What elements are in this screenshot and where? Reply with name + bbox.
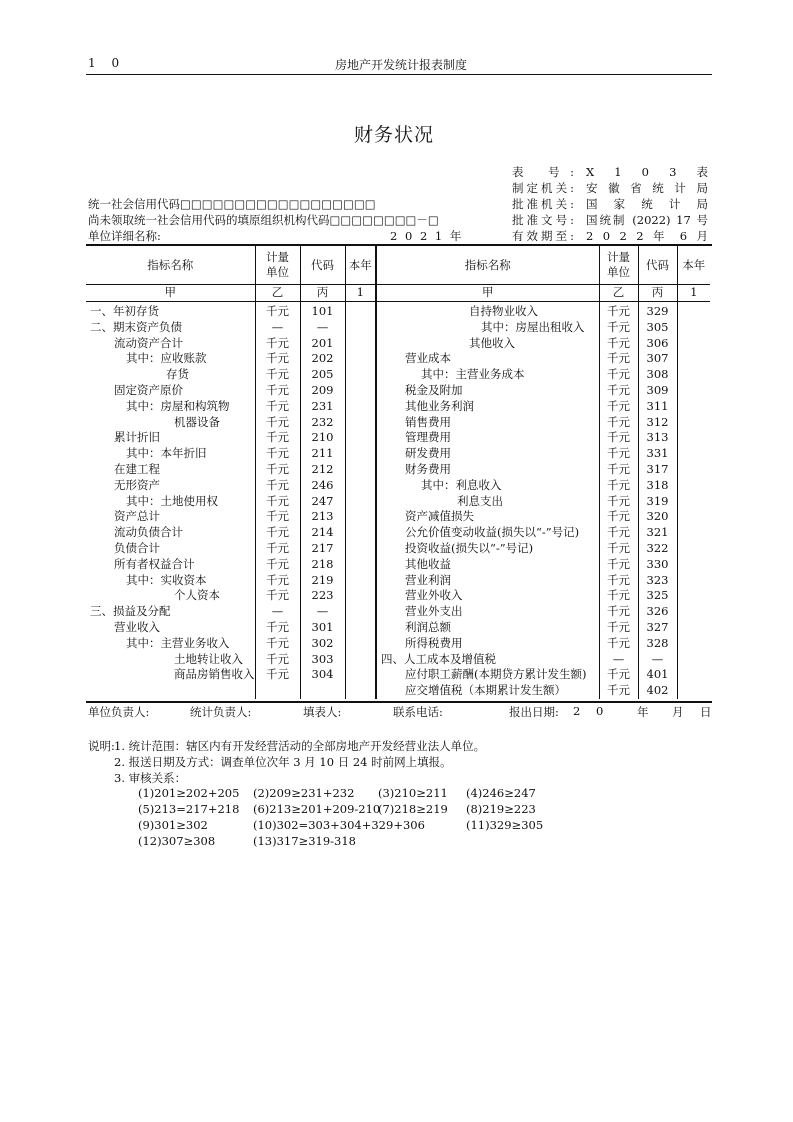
- unit-right: 千元: [599, 446, 638, 462]
- code-left: 211: [300, 446, 345, 462]
- unit-right: 千元: [599, 620, 638, 636]
- header-unit-line1: 计量: [266, 250, 289, 264]
- subheader-cell: 1: [677, 285, 710, 302]
- unit-left: 千元: [255, 588, 300, 604]
- code-right: 330: [638, 557, 677, 573]
- report-date-month: 月: [672, 705, 684, 719]
- report-date-day: 日: [700, 705, 712, 719]
- note-item: 2. 报送日期及方式：调查单位次年 3 月 10 日 24 时前网上填报。: [114, 755, 452, 769]
- table-row: [86, 683, 710, 699]
- value-right[interactable]: [677, 383, 710, 399]
- issuer-value: 安 徽 省 统 计 局: [586, 181, 708, 195]
- value-left[interactable]: [345, 667, 376, 683]
- code-left: [300, 683, 345, 699]
- unit-right: 千元: [599, 494, 638, 510]
- audit-relation: (6)213≥201+209-210: [253, 802, 381, 816]
- value-left[interactable]: [345, 430, 376, 446]
- value-left[interactable]: [345, 557, 376, 573]
- unit-right: 千元: [599, 525, 638, 541]
- audit-relation: (13)317≥319-318: [253, 834, 356, 848]
- approver-label: 批准机关:: [512, 197, 574, 211]
- code-left: —: [300, 320, 345, 336]
- row-label-left: 一、年初存货: [90, 304, 159, 318]
- value-right[interactable]: [677, 430, 710, 446]
- row-label-left: 三、损益及分配: [90, 604, 171, 619]
- form-number-value: X 1 0 3 表: [586, 165, 708, 179]
- row-label-left: 商品房销售收入: [174, 667, 255, 682]
- code-right: 325: [638, 588, 677, 604]
- value-left[interactable]: [345, 525, 376, 541]
- row-label-right: 应交增值税（本期累计发生额）: [376, 683, 599, 699]
- code-left: 232: [300, 415, 345, 431]
- audit-relation: (10)302=303+304+329+306: [253, 818, 425, 832]
- code-right: 320: [638, 509, 677, 525]
- value-left[interactable]: [345, 620, 376, 636]
- value-right[interactable]: [677, 652, 710, 668]
- value-left[interactable]: [345, 302, 376, 320]
- code-right: 311: [638, 399, 677, 415]
- unit-right: 千元: [599, 604, 638, 620]
- row-label-right: 管理费用: [376, 430, 599, 446]
- row-label-left: 固定资产原价: [114, 382, 183, 397]
- col-header-unit-left: [255, 246, 300, 285]
- row-label-left: 其中：主营业务收入: [126, 635, 230, 650]
- code-left: 213: [300, 509, 345, 525]
- audit-relation: (1)201≥202+205: [138, 786, 240, 800]
- header-rule: [86, 74, 712, 75]
- unit-left: 千元: [255, 367, 300, 383]
- header-unit-line2: 单位: [607, 265, 630, 279]
- unit-name-label: 单位详细名称:: [88, 229, 161, 243]
- unit-left: [255, 683, 300, 699]
- unit-right: —: [599, 652, 638, 668]
- value-left[interactable]: [345, 446, 376, 462]
- unit-right: 千元: [599, 399, 638, 415]
- unit-right: 千元: [599, 667, 638, 683]
- unit-left: 千元: [255, 302, 300, 320]
- value-left[interactable]: [345, 367, 376, 383]
- unit-right: 千元: [599, 336, 638, 352]
- unit-left: 千元: [255, 557, 300, 573]
- value-right[interactable]: [677, 636, 710, 652]
- col-header-code-left: 代码: [300, 246, 345, 285]
- value-left[interactable]: [345, 399, 376, 415]
- value-left[interactable]: [345, 336, 376, 352]
- value-right[interactable]: [677, 478, 710, 494]
- value-right[interactable]: [677, 588, 710, 604]
- value-left[interactable]: [345, 636, 376, 652]
- header-unit-line1: 计量: [607, 250, 630, 264]
- code-right: 322: [638, 541, 677, 557]
- code-left: 219: [300, 573, 345, 589]
- value-right[interactable]: [677, 336, 710, 352]
- code-right: 307: [638, 351, 677, 367]
- code-left: 209: [300, 383, 345, 399]
- code-left: 223: [300, 588, 345, 604]
- row-label-left: 存货: [166, 367, 189, 382]
- col-header-unit-right: [599, 246, 638, 285]
- code-right: 328: [638, 636, 677, 652]
- row-label-right: 营业外收入: [376, 588, 599, 604]
- code-left: 247: [300, 494, 345, 510]
- unit-right: 千元: [599, 302, 638, 320]
- row-label-left: 资产总计: [114, 509, 160, 524]
- table-row: [86, 367, 710, 383]
- table-row: [86, 478, 710, 494]
- value-right[interactable]: [677, 620, 710, 636]
- subheader-cell: 乙: [599, 285, 638, 302]
- report-date-label: 报出日期:: [509, 705, 559, 719]
- report-date-year: 年: [637, 705, 649, 719]
- value-right[interactable]: [677, 415, 710, 431]
- signature-line: [88, 704, 712, 718]
- unit-right: 千元: [599, 557, 638, 573]
- unit-right: 千元: [599, 367, 638, 383]
- row-label-right: 所得税费用: [376, 636, 599, 652]
- row-label-right: 研发费用: [376, 446, 599, 462]
- code-right: 319: [638, 494, 677, 510]
- row-label-left: 在建工程: [114, 461, 160, 476]
- code-left: —: [300, 604, 345, 620]
- row-label-right: 其中：利息收入: [376, 478, 599, 494]
- unit-left: —: [255, 320, 300, 336]
- row-label-right: 财务费用: [376, 462, 599, 478]
- audit-relation: (4)246≥247: [466, 786, 536, 800]
- financial-status-table: [86, 246, 710, 699]
- header-unit-line2: 单位: [266, 265, 289, 279]
- code-right: 317: [638, 462, 677, 478]
- unit-left: 千元: [255, 573, 300, 589]
- table-row: [86, 320, 710, 336]
- subheader-cell: 甲: [86, 285, 255, 302]
- code-right: 401: [638, 667, 677, 683]
- table-row: [86, 667, 710, 683]
- code-right: 309: [638, 383, 677, 399]
- code-right: 331: [638, 446, 677, 462]
- page-title: 财务状况: [354, 124, 435, 146]
- audit-relation: (3)210≥211: [378, 786, 448, 800]
- value-left[interactable]: [345, 462, 376, 478]
- value-left[interactable]: [345, 320, 376, 336]
- row-label-left: 流动负债合计: [114, 525, 183, 540]
- table-row: [86, 509, 710, 525]
- unit-right: 千元: [599, 541, 638, 557]
- audit-relation: (9)301≥302: [138, 818, 208, 832]
- code-right: 308: [638, 367, 677, 383]
- table-row: [86, 383, 710, 399]
- unit-right: 千元: [599, 573, 638, 589]
- unit-right: 千元: [599, 683, 638, 699]
- code-left: 217: [300, 541, 345, 557]
- value-left[interactable]: [345, 573, 376, 589]
- unit-left: 千元: [255, 509, 300, 525]
- row-label-left: 营业收入: [114, 619, 160, 634]
- unit-left: 千元: [255, 462, 300, 478]
- value-left[interactable]: [345, 541, 376, 557]
- code-right: 321: [638, 525, 677, 541]
- unit-left: —: [255, 604, 300, 620]
- unit-head-label: 单位负责人:: [88, 705, 150, 719]
- audit-relation: (11)329≥305: [466, 818, 544, 832]
- unit-right: 千元: [599, 415, 638, 431]
- value-left[interactable]: [345, 478, 376, 494]
- row-label-right: 其中：主营业务成本: [376, 367, 599, 383]
- unit-left: 千元: [255, 351, 300, 367]
- table-header-row: [86, 246, 710, 285]
- row-label-right: 其中：房屋出租收入: [376, 320, 599, 336]
- audit-relation: (2)209≥231+232: [253, 786, 355, 800]
- table-row: [86, 652, 710, 668]
- subheader-cell: 乙: [255, 285, 300, 302]
- unit-right: 千元: [599, 509, 638, 525]
- row-label-right: 资产减值损失: [376, 509, 599, 525]
- value-right[interactable]: [677, 557, 710, 573]
- table-bottom-rule: [86, 701, 712, 703]
- value-right[interactable]: [677, 399, 710, 415]
- audit-relation: (5)213=217+218: [138, 802, 240, 816]
- value-left[interactable]: [345, 383, 376, 399]
- audit-relation: (12)307≥308: [138, 834, 216, 848]
- document-title: 房地产开发统计报表制度: [335, 58, 468, 72]
- col-header-year-right: 本年: [677, 246, 710, 285]
- unit-right: 千元: [599, 478, 638, 494]
- unit-right: 千元: [599, 462, 638, 478]
- unit-left: 千元: [255, 446, 300, 462]
- unit-right: 千元: [599, 636, 638, 652]
- subheader-cell: 丙: [300, 285, 345, 302]
- code-right: —: [638, 652, 677, 668]
- row-label-left: 流动资产合计: [114, 335, 183, 350]
- code-right: 306: [638, 336, 677, 352]
- page-number: 1 0: [88, 56, 126, 70]
- unit-right: 千元: [599, 320, 638, 336]
- approval-number-value: 国统制 (2022) 17 号: [586, 213, 708, 227]
- value-left[interactable]: [345, 351, 376, 367]
- notes-label: 说明:: [88, 739, 115, 753]
- form-number-label: 表 号:: [512, 165, 574, 179]
- note-item: 3. 审核关系：: [114, 771, 187, 785]
- code-left: 246: [300, 478, 345, 494]
- table-row: [86, 525, 710, 541]
- unit-left: 千元: [255, 478, 300, 494]
- row-label-right: 其他收入: [376, 336, 599, 352]
- note-item: 1. 统计范围：辖区内有开发经营活动的全部房地产开发经营业法人单位。: [114, 739, 486, 753]
- audit-relation: (7)218≥219: [378, 802, 448, 816]
- table-subheader-row: [86, 285, 710, 302]
- table-row: [86, 588, 710, 604]
- row-label-right: 营业利润: [376, 573, 599, 589]
- table-body: [86, 302, 710, 699]
- row-label-right: 营业外支出: [376, 604, 599, 620]
- unit-left: 千元: [255, 336, 300, 352]
- approval-number-label: 批准文号:: [512, 213, 574, 227]
- unit-left: 千元: [255, 620, 300, 636]
- unit-left: 千元: [255, 494, 300, 510]
- code-right: 318: [638, 478, 677, 494]
- approver-value: 国 家 统 计 局: [586, 197, 708, 211]
- table-row: [86, 446, 710, 462]
- table-row: [86, 494, 710, 510]
- value-right[interactable]: [677, 462, 710, 478]
- filler-label: 填表人:: [303, 705, 342, 719]
- value-right[interactable]: [677, 525, 710, 541]
- row-label-right: 投资收益(损失以“-”号记): [376, 541, 599, 557]
- row-label-right: 利润总额: [376, 620, 599, 636]
- org-code-field: 尚未领取统一社会信用代码的填原组织机构代码□□□□□□□□－□: [88, 213, 439, 227]
- row-label-right: 利息支出: [376, 494, 599, 510]
- value-left[interactable]: [345, 588, 376, 604]
- code-left: 214: [300, 525, 345, 541]
- code-right: 402: [638, 683, 677, 699]
- code-left: 303: [300, 652, 345, 668]
- row-label-right: 应付职工薪酬(本期贷方累计发生额): [376, 667, 599, 683]
- value-right[interactable]: [677, 494, 710, 510]
- row-label-right: 四、人工成本及增值税: [376, 652, 599, 668]
- row-label-right: 税金及附加: [376, 383, 599, 399]
- code-left: 101: [300, 302, 345, 320]
- code-left: 202: [300, 351, 345, 367]
- code-right: 305: [638, 320, 677, 336]
- issuer-label: 制定机关:: [512, 181, 574, 195]
- unit-left: 千元: [255, 415, 300, 431]
- audit-relation: (8)219≥223: [466, 802, 536, 816]
- unit-left: 千元: [255, 667, 300, 683]
- row-label-left: 所有者权益合计: [114, 556, 195, 571]
- value-right[interactable]: [677, 604, 710, 620]
- row-label-left: [86, 683, 255, 699]
- code-right: 323: [638, 573, 677, 589]
- stat-head-label: 统计负责人:: [190, 705, 252, 719]
- value-right[interactable]: [677, 446, 710, 462]
- report-date-year-prefix: 2 0: [573, 704, 610, 718]
- unit-right: 千元: [599, 588, 638, 604]
- row-label-left: 其中：土地使用权: [126, 493, 218, 508]
- value-right[interactable]: [677, 509, 710, 525]
- unit-left: 千元: [255, 541, 300, 557]
- valid-until-value: 2 0 2 2 年 6 月: [586, 229, 708, 243]
- table-row: [86, 351, 710, 367]
- col-header-name-left: 指标名称: [86, 246, 255, 285]
- row-label-right: 自持物业收入: [376, 302, 599, 320]
- value-right[interactable]: [677, 351, 710, 367]
- code-left: 201: [300, 336, 345, 352]
- row-label-right: 其他业务利润: [376, 399, 599, 415]
- value-left[interactable]: [345, 683, 376, 699]
- row-label-left: 个人资本: [174, 588, 220, 603]
- code-right: 326: [638, 604, 677, 620]
- code-left: 301: [300, 620, 345, 636]
- table-row: [86, 415, 710, 431]
- unit-right: 千元: [599, 383, 638, 399]
- row-label-left: 其中：应收账款: [126, 351, 207, 366]
- table-row: [86, 462, 710, 478]
- code-right: 329: [638, 302, 677, 320]
- phone-label: 联系电话:: [393, 705, 443, 719]
- value-left[interactable]: [345, 604, 376, 620]
- row-label-right: 营业成本: [376, 351, 599, 367]
- report-year: 2 0 2 1 年: [390, 229, 464, 243]
- unit-right: 千元: [599, 351, 638, 367]
- code-left: 210: [300, 430, 345, 446]
- row-label-left: 二、期末资产负债: [90, 319, 182, 334]
- value-right[interactable]: [677, 541, 710, 557]
- code-left: 218: [300, 557, 345, 573]
- credit-code-field: 统一社会信用代码□□□□□□□□□□□□□□□□□□: [88, 197, 376, 211]
- table-row: [86, 636, 710, 652]
- col-header-name-right: 指标名称: [376, 246, 599, 285]
- code-left: 231: [300, 399, 345, 415]
- code-left: 302: [300, 636, 345, 652]
- value-left[interactable]: [345, 509, 376, 525]
- value-right[interactable]: [677, 302, 710, 320]
- unit-left: 千元: [255, 525, 300, 541]
- row-label-left: 累计折旧: [114, 430, 160, 445]
- value-right[interactable]: [677, 683, 710, 699]
- row-label-right: 其他收益: [376, 557, 599, 573]
- unit-left: 千元: [255, 383, 300, 399]
- table-row: [86, 336, 710, 352]
- row-label-left: 其中：实收资本: [126, 572, 207, 587]
- valid-until-label: 有效期至:: [512, 229, 574, 243]
- code-left: 205: [300, 367, 345, 383]
- unit-left: 千元: [255, 636, 300, 652]
- subheader-cell: 甲: [376, 285, 599, 302]
- row-label-left: 负债合计: [114, 540, 160, 555]
- col-header-code-right: 代码: [638, 246, 677, 285]
- subheader-cell: 丙: [638, 285, 677, 302]
- row-label-right: 公允价值变动收益(损失以“-”号记): [376, 525, 599, 541]
- table-row: [86, 573, 710, 589]
- row-label-left: 无形资产: [114, 477, 160, 492]
- value-right[interactable]: [677, 320, 710, 336]
- value-right[interactable]: [677, 667, 710, 683]
- table-row: [86, 430, 710, 446]
- value-left[interactable]: [345, 415, 376, 431]
- unit-left: 千元: [255, 399, 300, 415]
- value-right[interactable]: [677, 367, 710, 383]
- table-row: [86, 557, 710, 573]
- row-label-left: 土地转让收入: [174, 651, 243, 666]
- unit-left: 千元: [255, 430, 300, 446]
- row-label-left: 其中：房屋和构筑物: [126, 398, 230, 413]
- table-row: [86, 399, 710, 415]
- unit-left: 千元: [255, 652, 300, 668]
- table-row: [86, 302, 710, 320]
- row-label-right: 销售费用: [376, 415, 599, 431]
- table-row: [86, 604, 710, 620]
- row-label-left: 其中：本年折旧: [126, 446, 207, 461]
- col-header-year-left: 本年: [345, 246, 376, 285]
- code-right: 312: [638, 415, 677, 431]
- code-left: 304: [300, 667, 345, 683]
- code-right: 313: [638, 430, 677, 446]
- code-right: 327: [638, 620, 677, 636]
- value-right[interactable]: [677, 573, 710, 589]
- table-row: [86, 541, 710, 557]
- table-row: [86, 620, 710, 636]
- code-left: 212: [300, 462, 345, 478]
- value-left[interactable]: [345, 652, 376, 668]
- row-label-left: 机器设备: [174, 414, 220, 429]
- unit-right: 千元: [599, 430, 638, 446]
- value-left[interactable]: [345, 494, 376, 510]
- subheader-cell: 1: [345, 285, 376, 302]
